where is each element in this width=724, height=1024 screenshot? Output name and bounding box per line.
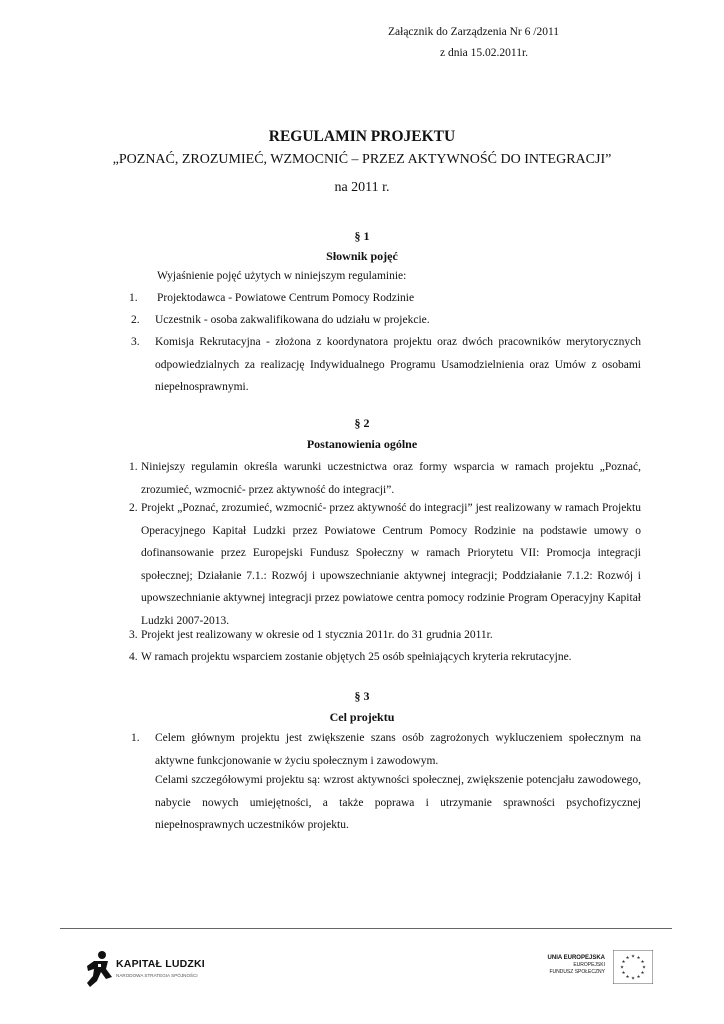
section-1-item xyxy=(129,287,641,311)
eu-efs-logo xyxy=(533,948,653,988)
eu-star: ★ xyxy=(641,964,647,970)
kapital-ludzki-name: KAPITAŁ LUDZKI xyxy=(116,958,205,970)
kapital-ludzki-figure-icon xyxy=(84,949,114,989)
eu-star: ★ xyxy=(630,953,636,959)
eu-star: ★ xyxy=(621,959,626,965)
item-number: 2. xyxy=(129,502,138,514)
section-2-sign: § 2 xyxy=(354,416,370,430)
section-1-intro: Wyjaśnienie pojęć użytych w niniejszym regulaminie: xyxy=(157,270,407,282)
eu-line-1: UNIA EUROPEJSKA xyxy=(547,955,605,961)
eu-text-block xyxy=(533,954,605,976)
section-2-heading: Postanowienia ogólne xyxy=(306,437,418,451)
section-2-item xyxy=(129,646,641,670)
section-1-heading: Słownik pojęć xyxy=(326,249,398,263)
eu-star: ★ xyxy=(625,955,630,961)
eu-line-2: EUROPEJSKI xyxy=(573,962,605,968)
item-number: 4. xyxy=(129,651,138,663)
section-2-item xyxy=(129,497,641,625)
document-title: REGULAMIN PROJEKTU xyxy=(268,128,456,145)
item-number: 3. xyxy=(131,336,140,348)
item-text: Uczestnik - osoba zakwalifikowana do udziału w projekcie. xyxy=(155,314,430,326)
item-text: Projekt jest realizowany w okresie od 1 stycznia 2011r. do 31 grudnia 2011r. xyxy=(141,629,493,641)
section-3-heading: Cel projektu xyxy=(329,710,395,724)
item-text: W ramach projektu wsparciem zostanie objętych 25 osób spełniających kryteria rekrutacyjne. xyxy=(141,651,572,663)
section-2-item xyxy=(129,456,641,502)
eu-star: ★ xyxy=(621,970,626,976)
eu-star: ★ xyxy=(619,964,625,970)
eu-star: ★ xyxy=(636,955,641,961)
document-year: na 2011 r. xyxy=(334,180,390,195)
item-number: 1. xyxy=(129,292,138,304)
annex-line-1: Załącznik do Zarządzenia Nr 6 /2011 xyxy=(388,26,560,38)
section-3-paragraph: Celami szczegółowymi projektu są: wzrost aktywności społecznej, zwiększenie potencjału zawodowego, nabycie nowych umiejętności, a także poprawa i utrzymanie sprawności psychofizycznej niepełnosprawnych uczestników projektu. xyxy=(155,774,641,831)
annex-line-2: z dnia 15.02.2011r. xyxy=(440,47,529,59)
section-2-item xyxy=(129,624,641,648)
item-text: Celem głównym projektu jest zwiększenie szans osób zagrożonych wykluczeniem społecznym na aktywne funkcjonowanie w życiu społecznym i zawodowym. xyxy=(155,732,641,767)
section-1-item xyxy=(131,309,641,333)
document-subtitle: „POZNAĆ, ZROZUMIEĆ, WZMOCNIĆ – PRZEZ AKTYWNOŚĆ DO INTEGRACJI” xyxy=(112,152,612,167)
eu-line-3: FUNDUSZ SPOŁECZNY xyxy=(549,969,605,975)
item-text: Projektodawca - Powiatowe Centrum Pomocy Rodzinie xyxy=(157,292,415,304)
eu-star: ★ xyxy=(625,974,630,980)
section-1-item xyxy=(131,331,641,401)
section-3-sign: § 3 xyxy=(354,689,370,703)
kapital-ludzki-logo xyxy=(84,945,214,993)
item-number: 1. xyxy=(129,461,138,473)
annex-header xyxy=(388,22,559,64)
eu-star: ★ xyxy=(630,975,636,981)
eu-star: ★ xyxy=(640,959,645,965)
section-3-item xyxy=(131,727,641,773)
item-text: Komisja Rekrutacyjna - złożona z koordynatora projektu oraz dwóch pracowników merytorycznych odpowiedzialnych za realizację Indywidualnego Programu Usamodzielnienia oraz Umów z osobami niepełnosprawnymi. xyxy=(155,336,641,393)
section-1-sign: § 1 xyxy=(354,229,370,243)
eu-star: ★ xyxy=(640,970,645,976)
item-number: 2. xyxy=(131,314,140,326)
footer-divider xyxy=(60,928,672,929)
item-text: Projekt „Poznać, zrozumieć, wzmocnić- przez aktywność do integracji” jest realizowany w ramach Projektu Operacyjnego Kapitał Ludzki przez Powiatowe Centrum Pomocy Rodzinie na podstawie umowy o dofinansowanie przez Europejski Fundusz Społeczny w ramach Priorytetu VII: Promocja integracji społecznej; Działanie 7.1.: Rozwój i upowszechnianie aktywnej integracji; Poddziałanie 7.1.2: Rozwój i upowszechnianie aktywnej integracji przez powiatowe centra pomocy rodzinie Program Operacyjny Kapitał Ludzki 2007-2013. xyxy=(141,502,641,627)
item-text: Niniejszy regulamin określa warunki uczestnictwa oraz formy wsparcia w ramach projektu „Poznać, zrozumieć, wzmocnić- przez aktywność do integracji”. xyxy=(141,461,641,496)
item-number: 3. xyxy=(129,629,138,641)
eu-star: ★ xyxy=(636,974,641,980)
item-number: 1. xyxy=(131,732,140,744)
eu-flag-icon xyxy=(613,950,653,984)
kapital-ludzki-subtitle: NARODOWA STRATEGIA SPÓJNOŚCI xyxy=(116,973,198,978)
